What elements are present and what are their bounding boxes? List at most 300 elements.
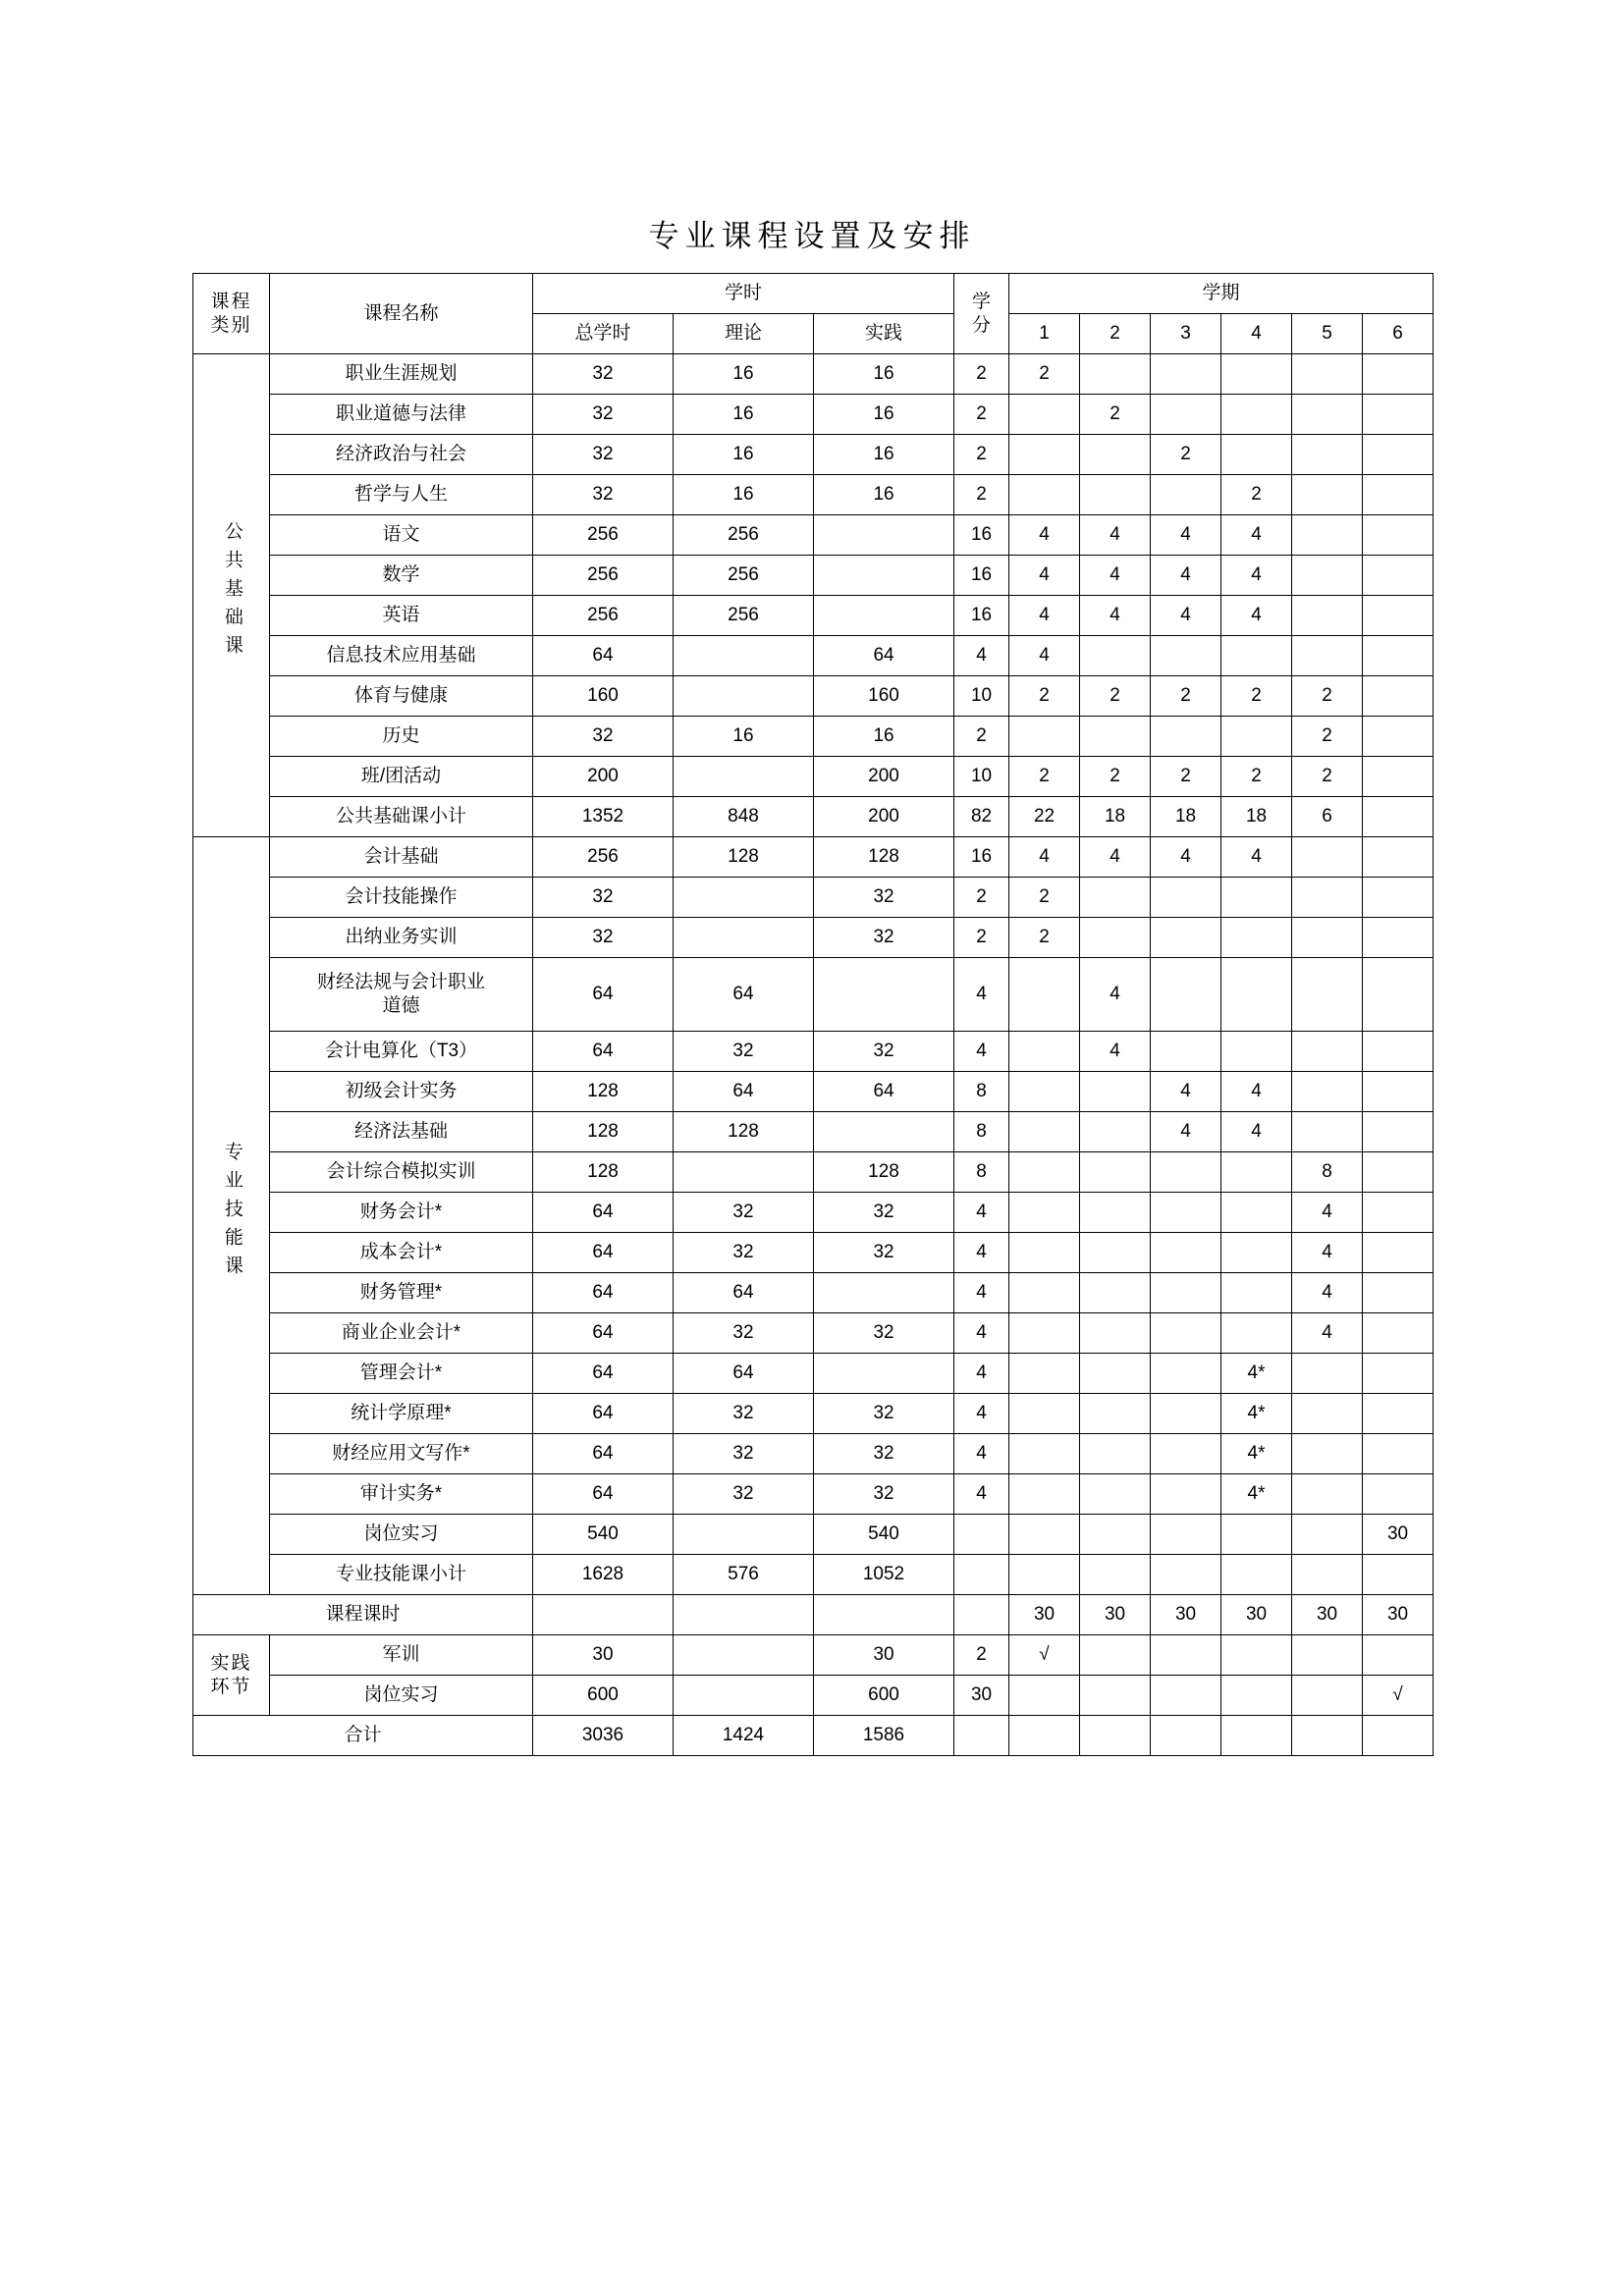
credit: 2 [954,918,1009,958]
term-2: 2 [1080,395,1151,435]
term-2 [1080,1716,1151,1756]
theory-hours: 32 [674,1032,814,1072]
term-3 [1151,1354,1221,1394]
term-5 [1292,1474,1363,1515]
credit: 10 [954,757,1009,797]
header-credit-line1: 学 [972,291,992,312]
term-4 [1221,395,1292,435]
category-practice-section [193,1635,270,1716]
term-3 [1151,354,1221,395]
practice-hours [814,515,954,556]
term-5 [1292,636,1363,676]
credit: 16 [954,837,1009,878]
term-2 [1080,1273,1151,1313]
course-name: 专业技能课小计 [270,1555,533,1595]
practice-hours: 1586 [814,1716,954,1756]
practice-hours: 16 [814,395,954,435]
total-hours: 256 [533,837,674,878]
term-5 [1292,596,1363,636]
term-1: 30 [1009,1595,1080,1635]
category-public-basic [193,354,270,837]
total-hours: 64 [533,1474,674,1515]
header-credit [954,274,1009,354]
total-hours: 128 [533,1152,674,1193]
term-4 [1221,1313,1292,1354]
theory-hours: 256 [674,515,814,556]
total-hours: 64 [533,1313,674,1354]
term-3: 4 [1151,596,1221,636]
term-4 [1221,354,1292,395]
theory-hours: 128 [674,837,814,878]
term-6 [1363,395,1434,435]
term-3 [1151,1273,1221,1313]
term-3 [1151,1555,1221,1595]
term-3: 30 [1151,1595,1221,1635]
header-theory: 理论 [674,314,814,354]
term-3: 2 [1151,676,1221,717]
header-practice: 实践 [814,314,954,354]
theory-hours: 32 [674,1394,814,1434]
practice-hours: 64 [814,636,954,676]
theory-hours [674,757,814,797]
term-3: 4 [1151,515,1221,556]
course-name: 财务会计* [270,1193,533,1233]
term-3 [1151,717,1221,757]
header-credit-line2: 分 [972,314,992,336]
practice-hours: 128 [814,837,954,878]
term-5 [1292,1072,1363,1112]
course-name: 班/团活动 [270,757,533,797]
header-term-3: 3 [1151,314,1221,354]
term-6 [1363,1152,1434,1193]
table-row [193,435,1434,475]
term-3 [1151,1515,1221,1555]
term-4 [1221,1193,1292,1233]
term-5 [1292,878,1363,918]
term-1: 4 [1009,596,1080,636]
term-4: 4 [1221,596,1292,636]
practice-hours: 128 [814,1152,954,1193]
category-public-basic-label: 公共基础课 [221,520,243,664]
term-2: 30 [1080,1595,1151,1635]
table-row [193,475,1434,515]
term-1: 4 [1009,636,1080,676]
term-2 [1080,1233,1151,1273]
term-1 [1009,1273,1080,1313]
term-4 [1221,1152,1292,1193]
term-4: 2 [1221,757,1292,797]
credit: 4 [954,1394,1009,1434]
total-hours: 64 [533,1273,674,1313]
credit: 2 [954,717,1009,757]
credit [954,1595,1009,1635]
term-6 [1363,1072,1434,1112]
term-5 [1292,958,1363,1032]
course-name-line1: 财经法规与会计职业 [316,972,485,993]
term-4 [1221,1676,1292,1716]
term-3: 2 [1151,757,1221,797]
term-1 [1009,1515,1080,1555]
credit: 4 [954,1434,1009,1474]
course-name: 会计综合模拟实训 [270,1152,533,1193]
term-2 [1080,1434,1151,1474]
term-6 [1363,1112,1434,1152]
total-hours: 64 [533,1233,674,1273]
table-row [193,958,1434,1032]
term-3: 4 [1151,1112,1221,1152]
header-total-hours: 总学时 [533,314,674,354]
header-category [193,274,270,354]
term-1 [1009,395,1080,435]
course-name: 体育与健康 [270,676,533,717]
term-4: 4 [1221,1072,1292,1112]
term-2: 2 [1080,676,1151,717]
term-2: 18 [1080,797,1151,837]
theory-hours [674,918,814,958]
term-5 [1292,1676,1363,1716]
term-3: 4 [1151,556,1221,596]
term-3 [1151,636,1221,676]
table-row [193,354,1434,395]
header-term-group: 学期 [1009,274,1434,314]
table-row-subtotal [193,1555,1434,1595]
term-3 [1151,1474,1221,1515]
credit: 2 [954,435,1009,475]
term-2 [1080,1474,1151,1515]
term-2 [1080,878,1151,918]
total-hours: 64 [533,958,674,1032]
total-hours: 64 [533,1394,674,1434]
total-hours: 1352 [533,797,674,837]
practice-hours: 32 [814,1394,954,1434]
theory-hours: 16 [674,475,814,515]
theory-hours: 256 [674,596,814,636]
credit: 4 [954,958,1009,1032]
term-5 [1292,556,1363,596]
header-term-6: 6 [1363,314,1434,354]
page-title: 专业课程设置及安排 [648,219,976,253]
credit [954,1555,1009,1595]
practice-hours: 64 [814,1072,954,1112]
term-5: 2 [1292,757,1363,797]
term-5: 2 [1292,717,1363,757]
course-name: 审计实务* [270,1474,533,1515]
table-row [193,757,1434,797]
term-4 [1221,636,1292,676]
practice-hours: 32 [814,918,954,958]
table-row [193,1193,1434,1233]
term-4 [1221,1635,1292,1676]
term-4: 4* [1221,1434,1292,1474]
term-1: 2 [1009,676,1080,717]
category-practice-line1: 实践 [210,1652,252,1674]
term-1 [1009,717,1080,757]
header-term-4: 4 [1221,314,1292,354]
total-hours: 32 [533,435,674,475]
course-name: 初级会计实务 [270,1072,533,1112]
table-row [193,515,1434,556]
credit [954,1716,1009,1756]
course-schedule-table [192,273,1434,1756]
practice-hours: 1052 [814,1555,954,1595]
term-1: 22 [1009,797,1080,837]
credit: 2 [954,395,1009,435]
practice-hours [814,1112,954,1152]
theory-hours: 256 [674,556,814,596]
term-1: 2 [1009,918,1080,958]
table-row-course-hours [193,1595,1434,1635]
credit: 16 [954,515,1009,556]
course-name [270,958,533,1032]
credit: 16 [954,556,1009,596]
total-hours: 540 [533,1515,674,1555]
term-2 [1080,1072,1151,1112]
term-5: 30 [1292,1595,1363,1635]
theory-hours: 64 [674,1273,814,1313]
term-3 [1151,1152,1221,1193]
term-1 [1009,1032,1080,1072]
term-4 [1221,1233,1292,1273]
course-hours-label: 课程课时 [193,1595,533,1635]
term-3 [1151,1394,1221,1434]
term-4: 4* [1221,1354,1292,1394]
theory-hours: 32 [674,1233,814,1273]
term-3 [1151,918,1221,958]
term-1 [1009,958,1080,1032]
practice-hours: 32 [814,1434,954,1474]
term-3 [1151,395,1221,435]
term-1: 2 [1009,757,1080,797]
term-3: 18 [1151,797,1221,837]
term-5: 4 [1292,1313,1363,1354]
term-2 [1080,1354,1151,1394]
practice-hours [814,556,954,596]
practice-hours [814,1354,954,1394]
course-name: 信息技术应用基础 [270,636,533,676]
table-row [193,596,1434,636]
total-hours: 32 [533,878,674,918]
term-5 [1292,395,1363,435]
course-name: 成本会计* [270,1233,533,1273]
total-hours: 64 [533,636,674,676]
term-1: 4 [1009,837,1080,878]
term-6 [1363,717,1434,757]
term-1 [1009,1394,1080,1434]
term-5 [1292,1716,1363,1756]
term-4: 4 [1221,556,1292,596]
theory-hours [674,1515,814,1555]
term-2 [1080,918,1151,958]
table-row [193,636,1434,676]
term-2 [1080,475,1151,515]
total-hours: 200 [533,757,674,797]
table-row [193,1635,1434,1676]
total-hours: 256 [533,515,674,556]
course-name: 财务管理* [270,1273,533,1313]
term-4: 18 [1221,797,1292,837]
total-hours: 256 [533,596,674,636]
term-2 [1080,1676,1151,1716]
practice-hours [814,596,954,636]
theory-hours: 64 [674,958,814,1032]
credit: 4 [954,1474,1009,1515]
table-row [193,717,1434,757]
total-hours: 32 [533,395,674,435]
theory-hours [674,1152,814,1193]
term-1 [1009,435,1080,475]
term-1 [1009,475,1080,515]
course-name: 岗位实习 [270,1515,533,1555]
total-hours: 32 [533,475,674,515]
theory-hours [674,1595,814,1635]
term-5 [1292,1394,1363,1434]
term-6 [1363,1434,1434,1474]
term-4 [1221,435,1292,475]
term-2 [1080,1112,1151,1152]
term-5 [1292,354,1363,395]
category-practice-line2: 环节 [210,1676,252,1697]
credit: 8 [954,1072,1009,1112]
credit: 82 [954,797,1009,837]
term-3 [1151,1032,1221,1072]
theory-hours: 32 [674,1313,814,1354]
term-1 [1009,1313,1080,1354]
total-hours: 128 [533,1072,674,1112]
term-6 [1363,1716,1434,1756]
term-3 [1151,1676,1221,1716]
term-4: 4 [1221,837,1292,878]
term-6 [1363,1354,1434,1394]
table-row [193,1515,1434,1555]
term-6 [1363,636,1434,676]
table-row [193,1112,1434,1152]
term-1 [1009,1354,1080,1394]
theory-hours: 1424 [674,1716,814,1756]
term-2 [1080,1152,1151,1193]
total-hours: 160 [533,676,674,717]
term-6 [1363,1193,1434,1233]
header-term-1: 1 [1009,314,1080,354]
course-name: 岗位实习 [270,1676,533,1716]
term-5 [1292,1032,1363,1072]
table-header-row-1 [193,274,1434,314]
total-hours: 128 [533,1112,674,1152]
term-2 [1080,1193,1151,1233]
term-6 [1363,1273,1434,1313]
practice-hours: 32 [814,1313,954,1354]
course-name: 商业企业会计* [270,1313,533,1354]
course-name: 会计基础 [270,837,533,878]
total-hours: 32 [533,918,674,958]
term-4: 30 [1221,1595,1292,1635]
table-row [193,1313,1434,1354]
practice-hours [814,958,954,1032]
course-name: 会计技能操作 [270,878,533,918]
practice-hours: 32 [814,1193,954,1233]
table-row [193,1072,1434,1112]
theory-hours: 16 [674,435,814,475]
practice-hours: 540 [814,1515,954,1555]
term-3 [1151,475,1221,515]
term-6 [1363,515,1434,556]
term-2 [1080,1515,1151,1555]
theory-hours: 576 [674,1555,814,1595]
term-5 [1292,1635,1363,1676]
term-5: 4 [1292,1233,1363,1273]
term-6 [1363,596,1434,636]
term-5: 2 [1292,676,1363,717]
term-4: 4* [1221,1394,1292,1434]
credit: 16 [954,596,1009,636]
practice-hours: 16 [814,475,954,515]
table-row [193,1273,1434,1313]
term-6 [1363,918,1434,958]
practice-hours [814,1273,954,1313]
theory-hours: 32 [674,1434,814,1474]
practice-hours: 200 [814,797,954,837]
theory-hours [674,676,814,717]
total-hours: 30 [533,1635,674,1676]
practice-hours: 600 [814,1676,954,1716]
credit: 8 [954,1152,1009,1193]
table-body [193,354,1434,1756]
course-name: 出纳业务实训 [270,918,533,958]
term-1 [1009,1716,1080,1756]
credit: 4 [954,1313,1009,1354]
theory-hours [674,1676,814,1716]
credit: 4 [954,1233,1009,1273]
course-name: 财经应用文写作* [270,1434,533,1474]
practice-hours: 32 [814,878,954,918]
theory-hours: 848 [674,797,814,837]
term-4 [1221,1555,1292,1595]
term-4 [1221,1032,1292,1072]
table-row-subtotal [193,797,1434,837]
term-6 [1363,435,1434,475]
term-1 [1009,1112,1080,1152]
practice-hours: 32 [814,1032,954,1072]
term-1: 2 [1009,354,1080,395]
total-hours [533,1595,674,1635]
term-2 [1080,354,1151,395]
course-name: 公共基础课小计 [270,797,533,837]
course-name: 职业生涯规划 [270,354,533,395]
term-1: 2 [1009,878,1080,918]
practice-hours: 32 [814,1474,954,1515]
course-name: 英语 [270,596,533,636]
term-5 [1292,1555,1363,1595]
theory-hours: 16 [674,354,814,395]
credit: 4 [954,1354,1009,1394]
term-6 [1363,757,1434,797]
total-hours: 64 [533,1434,674,1474]
term-2: 4 [1080,837,1151,878]
term-2: 4 [1080,958,1151,1032]
total-hours: 3036 [533,1716,674,1756]
course-name: 经济法基础 [270,1112,533,1152]
table-row [193,1233,1434,1273]
course-name: 数学 [270,556,533,596]
term-4 [1221,717,1292,757]
header-hours-group: 学时 [533,274,954,314]
term-5 [1292,1112,1363,1152]
term-5 [1292,918,1363,958]
table-row [193,676,1434,717]
table-row [193,1434,1434,1474]
term-5 [1292,1354,1363,1394]
course-name-line2: 道德 [382,995,420,1016]
theory-hours: 16 [674,717,814,757]
